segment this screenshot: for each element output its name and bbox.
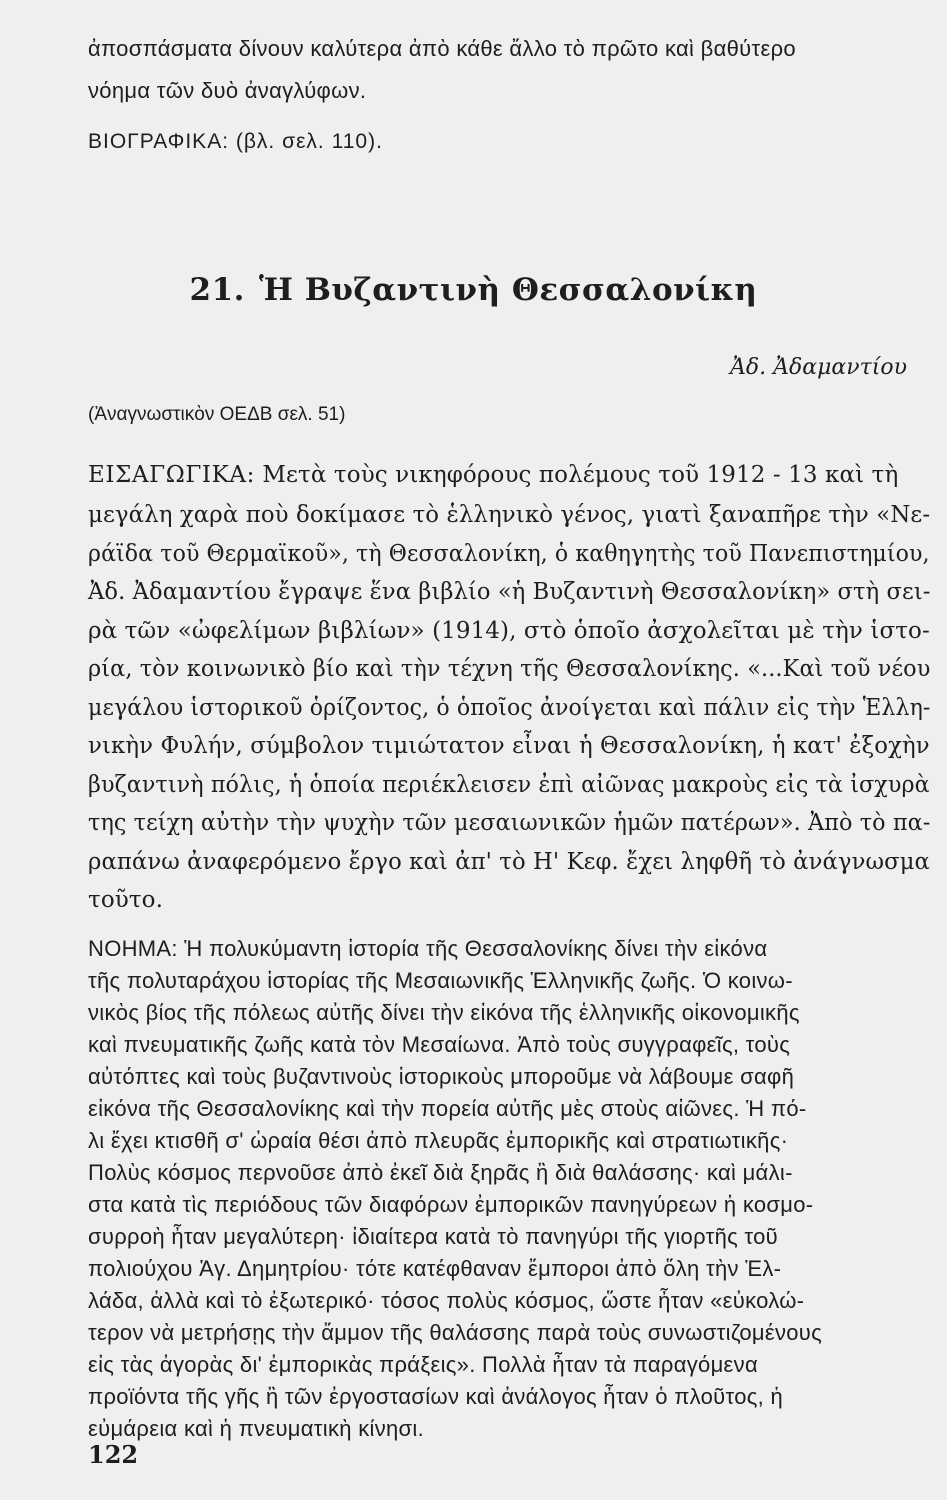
- noima-line: Πολὺς κόσμος περνοῦσε ἀπὸ ἐκεῖ διὰ ξηρᾶς ἢ διὰ θαλάσσης· καὶ μάλι-: [88, 1160, 793, 1185]
- intro-line: Ἀδ. Ἀδαμαντίου ἔγραψε ἕνα βιβλίο «ἡ Βυζαντινὴ Θεσσαλονίκη» στὴ σει-: [88, 579, 931, 605]
- intro-line: βυζαντινὴ πόλις, ἡ ὁποία περιέκλεισεν ἐπὶ αἰῶνας μακροὺς εἰς τὰ ἰσχυρὰ: [88, 772, 930, 798]
- intro-first-line-text: Μετὰ τοὺς νικηφόρους πολέμους τοῦ 1912 - 13 καὶ τὴ: [262, 462, 899, 488]
- top-line-2: νόημα τῶν δυὸ ἀναγλύφων.: [88, 78, 367, 103]
- noima-line: στα κατὰ τὶς περιόδους τῶν διαφόρων ἐμπορικῶν πανηγύρεων ἡ κοσμο-: [88, 1192, 814, 1217]
- noima-line: εἰς τὰς ἀγορὰς δι' ἐμπορικὰς πράξεις». Πολλὰ ἦταν τὰ παραγόμενα: [88, 1352, 758, 1377]
- noima-line: καὶ πνευματικῆς ζωῆς κατὰ τὸν Μεσαίωνα. Ἀπὸ τοὺς συγγραφεῖς, τοὺς: [88, 1032, 791, 1057]
- chapter-title: Ἡ Βυζαντινὴ Θεσσαλονίκη: [258, 272, 758, 308]
- noima-line: τερον νὰ μετρήσῃς τὴν ἄμμον τῆς θαλάσσης παρὰ τοὺς συνωστιζομένους: [88, 1320, 823, 1345]
- source-reference: (Ἀναγνωστικὸν ΟΕΔΒ σελ. 51): [88, 404, 346, 425]
- intro-line: ραπάνω ἀναφερόμενο ἔργο καὶ ἀπ' τὸ Η' Κεφ. ἔχει ληφθῆ τὸ ἀνάγνωσμα: [88, 849, 930, 875]
- noima-line: νικὸς βίος τῆς πόλεως αὐτῆς δίνει τὴν εἰκόνα τῆς ἑλληνικῆς οἰκονομικῆς: [88, 1000, 800, 1025]
- noima-label: ΝΟΗΜΑ:: [88, 936, 178, 961]
- noima-line: τῆς πολυταράχου ἱστορίας τῆς Μεσαιωνικῆς Ἑλληνικῆς ζωῆς. Ὁ κοινω-: [88, 968, 793, 993]
- intro-line: νικὴν Φυλήν, σύμβολον τιμιώτατον εἶναι ἡ Θεσσαλονίκη, ἡ κατ' ἐξοχὴν: [88, 733, 930, 759]
- chapter-heading: [0, 272, 947, 308]
- noima-line: αὐτόπτες καὶ τοὺς βυζαντινοὺς ἱστορικοὺς μποροῦμε νὰ λάβουμε σαφῆ: [88, 1064, 795, 1089]
- noima-line-1: [88, 936, 767, 962]
- noima-line: εἰκόνα τῆς Θεσσαλονίκης καὶ τὴν πορεία αὐτῆς μὲς στοὺς αἰῶνες. Ἡ πό-: [88, 1096, 807, 1121]
- biography-reference: ΒΙΟΓΡΑΦΙΚΑ: (βλ. σελ. 110).: [88, 130, 383, 153]
- noima-line: προϊόντα τῆς γῆς ἢ τῶν ἐργοστασίων καὶ ἀνάλογος ἦταν ὁ πλοῦτος, ἡ: [88, 1384, 783, 1409]
- intro-line: ράϊδα τοῦ Θερμαϊκοῦ», τὴ Θεσσαλονίκη, ὁ καθηγητὴς τοῦ Πανεπιστημίου,: [88, 541, 930, 567]
- intro-line: της τείχη αὐτὴν τὴν ψυχὴν τῶν μεσαιωνικῶν ἡμῶν πατέρων». Ἀπὸ τὸ πα-: [88, 810, 931, 836]
- intro-line: τοῦτο.: [88, 887, 164, 913]
- noima-line: λάδα, ἀλλὰ καὶ τὸ ἐξωτερικό· τόσος πολὺς κόσμος, ὥστε ἦταν «εὐκολώ-: [88, 1288, 805, 1313]
- noima-line: συρροὴ ἦταν μεγαλύτερη· ἰδιαίτερα κατὰ τὸ πανηγύρι τῆς γιορτῆς τοῦ: [88, 1224, 778, 1249]
- noima-line: λι ἔχει κτισθῆ σ' ὡραία θέσι ἀπὸ πλευρᾶς ἐμπορικῆς καὶ στρατιωτικῆς·: [88, 1128, 789, 1153]
- intro-label: ΕΙΣΑΓΩΓΙΚΑ:: [88, 462, 255, 488]
- page-number: 122: [88, 1440, 139, 1469]
- intro-line: μεγάλη χαρὰ ποὺ δοκίμασε τὸ ἑλληνικὸ γένος, γιατὶ ξαναπῆρε τὴν «Νε-: [88, 502, 931, 528]
- noima-line: εὐμάρεια καὶ ἡ πνευματικὴ κίνησι.: [88, 1416, 425, 1441]
- author: Ἀδ. Ἀδαμαντίου: [730, 355, 908, 380]
- intro-line: ρὰ τῶν «ὠφελίμων βιβλίων» (1914), στὸ ὁποῖο ἀσχολεῖται μὲ τὴν ἱστο-: [88, 618, 930, 644]
- chapter-number: 21.: [189, 272, 245, 308]
- intro-line-1: [88, 462, 898, 488]
- intro-line: μεγάλου ἱστορικοῦ ὁρίζοντος, ὁ ὁποῖος ἀνοίγεται καὶ πάλιν εἰς τὴν Ἑλλη-: [88, 695, 931, 721]
- noima-line: πολιούχου Ἁγ. Δημητρίου· τότε κατέφθαναν ἔμποροι ἀπὸ ὅλη τὴν Ἑλ-: [88, 1256, 782, 1281]
- noima-first-line-text: Ἡ πολυκύμαντη ἱστορία τῆς Θεσσαλονίκης δίνει τὴν εἰκόνα: [184, 936, 768, 961]
- intro-line: ρία, τὸν κοινωνικὸ βίο καὶ τὴν τέχνη τῆς Θεσσαλονίκης. «...Καὶ τοῦ νέου: [88, 656, 931, 682]
- top-line-1: ἀποσπάσματα δίνουν καλύτερα ἀπὸ κάθε ἄλλο τὸ πρῶτο καὶ βαθύτερο: [88, 36, 796, 61]
